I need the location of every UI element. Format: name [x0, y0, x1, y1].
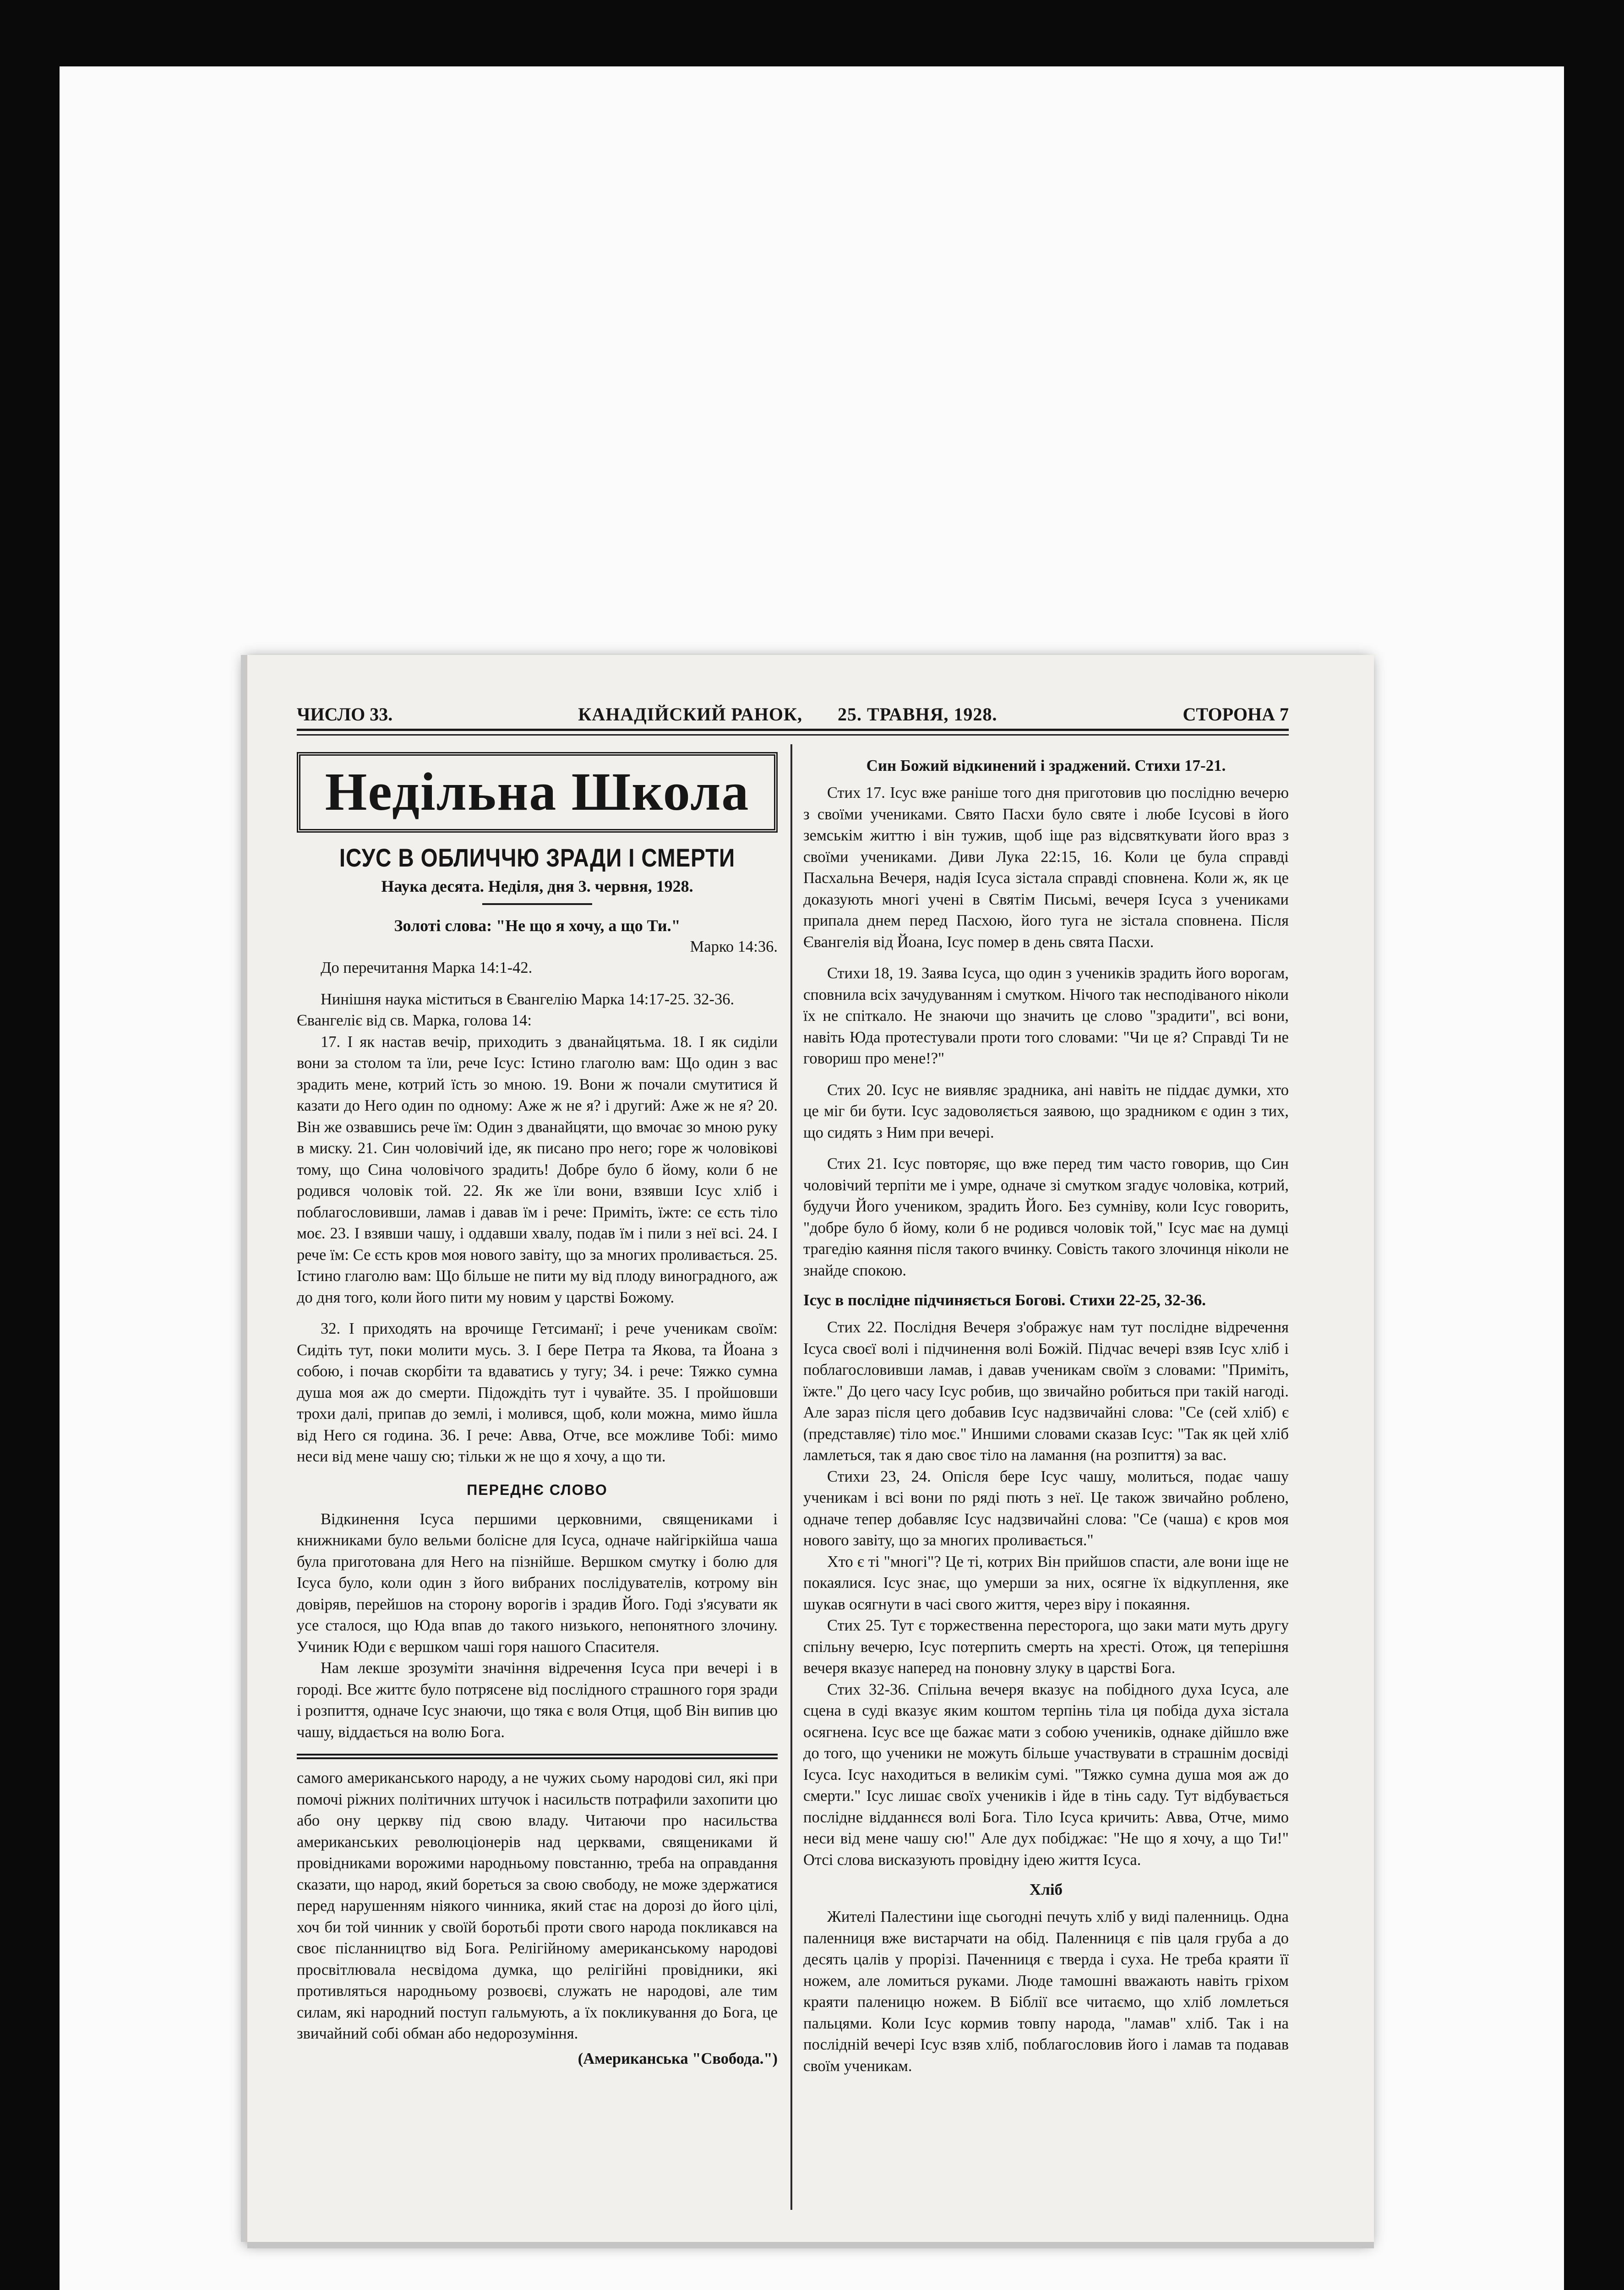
- golden-words: Золоті слова: "Не що я хочу, а що Ти.": [394, 916, 681, 935]
- commentary-paragraph: Жителі Палестини іще сьогодні печуть хліб у виді паленниць. Одна паленниця вже вистарчати на обід. Паленниця є пів цаля груба а до десять цалів у прорізі. Паченниця є тверда і суха. Не треба краяти її ножем, але ломиться руками. Люде тамошні вважають навіть гріхом краяти паленицю ножем. В Біблії все читаємо, що хліб ломлеться пальцями. Коли Ісус кормив товпу народа, "ламав" хліб. Так і на послідній вечері Ісус взяв хліб, поблагословив його і ламав та подавав своїм ученикам.: [803, 1908, 1289, 2075]
- paper-name: [578, 703, 997, 725]
- commentary-paragraph: Стих 21. Ісус повторяє, що вже перед тим часто говорив, що Син чоловічий терпіти ме і умре, одначе зі смутком згадує чоловіка, котрий, будучи Його учеником, зрадить Його. Без сумніву, коли Ісус говорить, "добре було б йому, коли б не родився чоловік той," Ісус має на думці трагедію каяння після такого вчинку. Совість такого злочинця ніколи не знайде спокою.: [803, 1155, 1289, 1279]
- article-signature: (Американська "Свобода."): [578, 2050, 778, 2067]
- commentary-paragraph: Стих 22. Послідня Вечеря з'ображує нам тут послідне відречення Ісуса своєї волі і підчинення волі Божій. Підчас вечері взяв Ісус хліб і поблагословивши ламав, і давав ученикам своїм з словами: "Приміть, їжте." До цего часу Ісус робив, що звичайно робиться при такій нагоді. Але зараз після цего добавив Ісус надзвичайні слова: "Се (сей хліб) є (представляє) тіло моє." Иншими словами сказав Ісус: "Так як цей хліб ламлеться, так я даю своє тіло на ламання (на розпиття) за вас.: [803, 1319, 1289, 1464]
- commentary-paragraph: Стих 32-36. Спільна вечеря вказує на побідного духа Ісуса, але сцена в суді вказує яким коштом терпінь тіла ця побіда духа зістала осягнена. Ісус все ще бажає мати з собою учеників, однаке дійшло вже до того, що ученики не можуть більше участвувати в страшнім досвіді Ісуса. Ісус находиться в великім сумі. "Тяжко сумна душа моя аж до смерти." Ісус лишає своїх учеників і йде в тінь саду. Тут відбувається послідне відданнєся волі Бога. Тіло Ісуса кричить: Авва, Отче, мимо неси від мене чашу сю!" Але дух побіджає: "Не що я хочу, а що Ти!" Отсі слова висказують провідну ідею життя Ісуса.: [803, 1680, 1289, 1869]
- lesson-subtitle: Наука десята. Неділя, дня 3. червня, 1928.: [381, 877, 693, 895]
- intro-body: [297, 1509, 778, 1743]
- commentary-paragraph: Стихи 23, 24. Опісля бере Ісус чашу, молиться, подає чашу ученикам і всі вони по ряді пють з неї. Це також звичайно роблено, одначе тепер добавляє Ісус надзвичайні слова: "Се (чаша) є кров моя нового завіту, що за многих проливається.": [803, 1467, 1289, 1549]
- article-paragraph: самого американського народу, а не чужих сьому народові сил, які при помочі ріжних політичних штучок і насильств потрафили захопити цю або ону церкву під свою владу. Читаючи про насильства американських революціонерів над церквами, священиками й провідниками ворожими народньому повстанню, треба на оправдання сказати, що народ, який бореться за свою свободу, не може здержатися перед нарушенням ніякого чинника, який стає на дорозі до його цілі, хоч би той чинник у своїй боротьбі проти свого народа покликався на своє післанництво від Бога. Релігійному американському народові просвітлювала несвідома думка, що релігійні провідники, які противляться народньому розвоєві, служать не народові, але тим силам, які народний поступ гальмують, а їх покликування до Бога, це звичайний собі обман або недорозуміння.: [297, 1769, 778, 2042]
- reading-line: До перечитання Марка 14:1-42.: [321, 959, 533, 976]
- masthead: [297, 703, 1289, 731]
- gospel-intro: Євангеліє від св. Марка, голова 14:: [297, 1012, 532, 1029]
- divider: [482, 903, 592, 905]
- intro-paragraph: Нам лекше зрозуміти значіння відречення Ісуса при вечері і в городі. Все життє було потрясене від послідного страшного горя зради і розпиття, одначе Ісус знаючи, що тяка є воля Отця, щоб Він випив цю чашу, віддається на волю Бога.: [297, 1659, 778, 1741]
- article-divider: [297, 1754, 778, 1759]
- masthead-rule: [297, 734, 1289, 736]
- subsection-heading: Син Божий відкинений і зраджений. Стихи 17-21.: [866, 757, 1226, 774]
- article-body: [297, 1767, 778, 2045]
- intro-paragraph: Відкинення Ісуса першими церковними, священиками і книжниками було вельми болісне для Ісуса, одначе найгіркійша чаша була приготована для Него на пізнійше. Вершком смутку і болю для Ісуса було, коли один з його вибраних послідувателів, котрому він довіряв, перейшов на сторону ворогів і зрадив Його. Годі з'ясувати як усе сталося, що Юда впав до такого низького, непонятного злочину. Учиник Юди є вершком чаші горя нашого Спасителя.: [297, 1510, 778, 1656]
- issue-date: 25. ТРАВНЯ, 1928.: [837, 704, 997, 725]
- issue-number: ЧИСЛО 33.: [297, 704, 393, 725]
- subsection-heading: Ісус в послідне підчиняється Богові. Стихи 22-25, 32-36.: [803, 1291, 1206, 1309]
- lesson-title: ІСУС В ОБЛИЧЧЮ ЗРАДИ І СМЕРТИ: [339, 843, 736, 872]
- commentary-paragraph: Стихи 18, 19. Заява Ісуса, що один з учеників зрадить його ворогам, сповнила всіх зачудуванням і смутком. Нічого так несподіваного ніколи їх не спіткало. Не знаючи що значить це слово "зрадити", всі вони, навіть Юда протестували проти того словами: "Чи це я? Справді Ти не говориш про мене!?": [803, 965, 1289, 1067]
- commentary-paragraph: Стих 20. Ісус не виявляє зрадника, ані навіть не піддає думки, хто це міг би бути. Ісус задоволяється заявою, що зрадником є один з тих, що сидять з Ним при вечері.: [803, 1081, 1289, 1141]
- commentary-paragraph: Хто є ті "многі"? Це ті, котрих Він прийшов спасти, але вони іще не покаялися. Ісус знає, що умерши за них, осягне їх відкуплення, яке шукав осягнути в часі свого життя, через віру і покаяння.: [803, 1553, 1289, 1613]
- commentary-body: [803, 1906, 1289, 2077]
- subsection-heading: Хліб: [1029, 1881, 1063, 1898]
- section-title: Недільна Школа: [297, 752, 778, 833]
- golden-reference: Марко 14:36.: [690, 938, 778, 955]
- newspaper-page: [247, 655, 1374, 2242]
- page-number: СТОРОНА 7: [1183, 704, 1289, 725]
- location-line: Нинішня наука міститься в Євангелію Марка 14:17-25. 32-36.: [321, 990, 735, 1008]
- verses-paragraph: 32. І приходять на врочище Гетсиманї; і рече ученикам своїм: Сидіть тут, поки молити мусь. 3. І бере Петра та Якова, та Йоана з собою, і почав скорбіти та вдаватись у тугу; 34. і рече: Тяжко сумна душа моя аж до смерти. Підождіть тут і чувайте. 35. І пройшовши трохи далі, припав до землі, і молився, щоб, коли можна, мимо йшла від Него ся година. 36. І рече: Авва, Отче, все можливе Тобі: мимо неси від мене чашу сю; тільки ж не що я хочу, а що ти.: [297, 1320, 778, 1465]
- section-heading: ПЕРЕДНЄ СЛОВО: [467, 1481, 608, 1498]
- right-column: [803, 747, 1289, 2077]
- commentary-paragraph: Стих 17. Ісус вже раніше того дня приготовив цю послідню вечерю з своїми учениками. Свято Пасхи було святе і любе Ісусові в його земськім життю і він тужив, щоб іще раз відсвяткувати його враз з своїми учениками. Диви Лука 22:15, 16. Коли це була справді Пасхальна Вечеря, надія Ісуса зістала справді сповнена. Коли ж, як це доказують многі учені в Святім Письмі, вечеря Ісуса з учениками припала днем перед Пасхою, його туга не зістала сповнена. Після Євангелія від Йоана, Ісус помер в день свята Пасхи.: [803, 784, 1289, 951]
- left-column: [297, 747, 778, 2069]
- paper-title: КАНАДІЙСКИЙ РАНОК,: [578, 704, 802, 725]
- column-divider: [790, 744, 792, 2210]
- commentary-paragraph: Стих 25. Тут є торжественна пересторога, що заки мати муть другу спільну вечерю, Ісус потерпить смерть на хресті. Отож, ця теперішня вечеря вказує наперед на поновну злуку в царстві Бога.: [803, 1617, 1289, 1677]
- commentary-body: [803, 782, 1289, 1281]
- lesson-body: [297, 957, 778, 1467]
- commentary-body: [803, 1317, 1289, 1870]
- verses-paragraph: 17. І як настав вечір, приходить з дванайцятьма. 18. І як сиділи вони за столом та їли, рече Ісус: Істино глаголю вам: Що один з вас зрадить мене, котрий їсть зо мною. 19. Вони ж почали смутитися й казати до Него один по одному: Аже ж не я? і другий: Аже ж не я? 20. Він же озвавшись рече їм: Один з дванайцяти, що вмочає зо мною руку в миску. 21. Син чоловічий іде, як писано про него; горе ж чоловікові тому, що Сина чоловічого зрадить! Добре було б йому, коли б не родився чоловік той. 22. Як же їли вони, взявши Ісус хліб і поблагословивши, ламав і давав їм і рече: Приміть, їжте: се єсть тіло моє. 23. І взявши чашу, і оддавши хвалу, подав їм і пили з неї всі. 24. І рече їм: Се єсть кров моя нового завіту, що за многих проливається. 25. Істино глаголю вам: Що більше не пити му від плоду виноградного, аж до дня того, коли його пити му новим у царстві Божому.: [297, 1033, 778, 1306]
